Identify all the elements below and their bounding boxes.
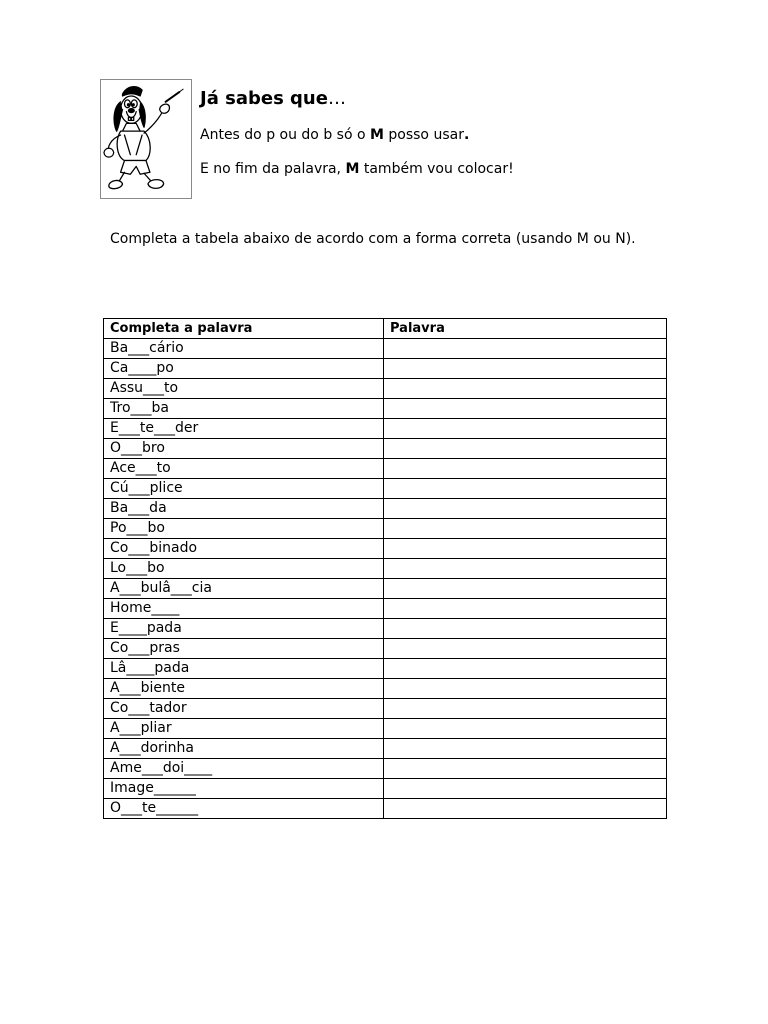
word-to-complete: Co___pras	[104, 639, 384, 659]
header-word: Palavra	[384, 319, 667, 339]
answer-cell[interactable]	[384, 419, 667, 439]
answer-cell[interactable]	[384, 439, 667, 459]
word-to-complete: Tro___ba	[104, 399, 384, 419]
table-row	[104, 679, 667, 699]
word-to-complete: A___bulâ___cia	[104, 579, 384, 599]
word-to-complete: Image______	[104, 779, 384, 799]
table-row	[104, 659, 667, 679]
cartoon-dog-icon	[101, 80, 191, 198]
table-row	[104, 479, 667, 499]
answer-cell[interactable]	[384, 499, 667, 519]
answer-cell[interactable]	[384, 699, 667, 719]
table-row	[104, 759, 667, 779]
answer-cell[interactable]	[384, 339, 667, 359]
rule-line-2-letter-m: M	[345, 161, 360, 177]
exercise-instruction: Completa a tabela abaixo de acordo com a forma correta (usando M ou N).	[110, 231, 636, 247]
intro-title-ellipsis: …	[327, 88, 346, 109]
answer-cell[interactable]	[384, 539, 667, 559]
answer-cell[interactable]	[384, 399, 667, 419]
table-row	[104, 779, 667, 799]
rule-line-2	[200, 159, 514, 179]
rule-line-2-part-a: E no fim da palavra,	[200, 161, 346, 177]
table-row	[104, 339, 667, 359]
table-row	[104, 439, 667, 459]
intro-title	[200, 86, 346, 112]
answer-cell[interactable]	[384, 779, 667, 799]
word-to-complete: E____pada	[104, 619, 384, 639]
rule-line-2-part-b: também vou colocar!	[359, 161, 514, 177]
answer-cell[interactable]	[384, 479, 667, 499]
word-to-complete: A___dorinha	[104, 739, 384, 759]
word-to-complete: Ba___da	[104, 499, 384, 519]
answer-cell[interactable]	[384, 579, 667, 599]
table-row	[104, 539, 667, 559]
word-to-complete: Assu___to	[104, 379, 384, 399]
answer-cell[interactable]	[384, 519, 667, 539]
word-to-complete: Lo___bo	[104, 559, 384, 579]
word-to-complete: Ba___cário	[104, 339, 384, 359]
table-row	[104, 379, 667, 399]
table-header-row	[104, 319, 667, 339]
answer-cell[interactable]	[384, 739, 667, 759]
word-to-complete: Lâ____pada	[104, 659, 384, 679]
table-row	[104, 579, 667, 599]
answer-cell[interactable]	[384, 639, 667, 659]
word-to-complete: Ca____po	[104, 359, 384, 379]
table-row	[104, 739, 667, 759]
answer-cell[interactable]	[384, 619, 667, 639]
word-to-complete: Po___bo	[104, 519, 384, 539]
table-row	[104, 499, 667, 519]
answer-cell[interactable]	[384, 599, 667, 619]
rule-line-1-part-a: Antes do p ou do b só o	[200, 127, 370, 143]
word-to-complete: Home____	[104, 599, 384, 619]
word-to-complete: A___pliar	[104, 719, 384, 739]
word-to-complete: Cú___plice	[104, 479, 384, 499]
answer-cell[interactable]	[384, 379, 667, 399]
table-row	[104, 399, 667, 419]
table-row	[104, 419, 667, 439]
answer-cell[interactable]	[384, 679, 667, 699]
table-row	[104, 619, 667, 639]
table-row	[104, 699, 667, 719]
rule-line-1	[200, 125, 469, 145]
answer-cell[interactable]	[384, 659, 667, 679]
word-to-complete: Co___tador	[104, 699, 384, 719]
word-to-complete: O___bro	[104, 439, 384, 459]
header-complete-word: Completa a palavra	[104, 319, 384, 339]
exercise-table	[103, 318, 667, 819]
word-to-complete: A___biente	[104, 679, 384, 699]
table-row	[104, 799, 667, 819]
rule-line-1-part-b: posso usar	[383, 127, 464, 143]
word-to-complete: Co___binado	[104, 539, 384, 559]
rule-line-1-period: .	[463, 127, 470, 143]
answer-cell[interactable]	[384, 559, 667, 579]
table-row	[104, 719, 667, 739]
table-row	[104, 639, 667, 659]
answer-cell[interactable]	[384, 359, 667, 379]
table-row	[104, 359, 667, 379]
cartoon-character-illustration	[100, 79, 192, 199]
word-to-complete: Ame___doi____	[104, 759, 384, 779]
rule-line-1-letter-m: M	[370, 127, 384, 143]
word-to-complete: E___te___der	[104, 419, 384, 439]
word-to-complete: O___te______	[104, 799, 384, 819]
table-row	[104, 599, 667, 619]
table-row	[104, 519, 667, 539]
table-row	[104, 459, 667, 479]
intro-title-text: Já sabes que	[200, 88, 328, 109]
word-to-complete: Ace___to	[104, 459, 384, 479]
answer-cell[interactable]	[384, 799, 667, 819]
answer-cell[interactable]	[384, 759, 667, 779]
table-row	[104, 559, 667, 579]
answer-cell[interactable]	[384, 719, 667, 739]
answer-cell[interactable]	[384, 459, 667, 479]
